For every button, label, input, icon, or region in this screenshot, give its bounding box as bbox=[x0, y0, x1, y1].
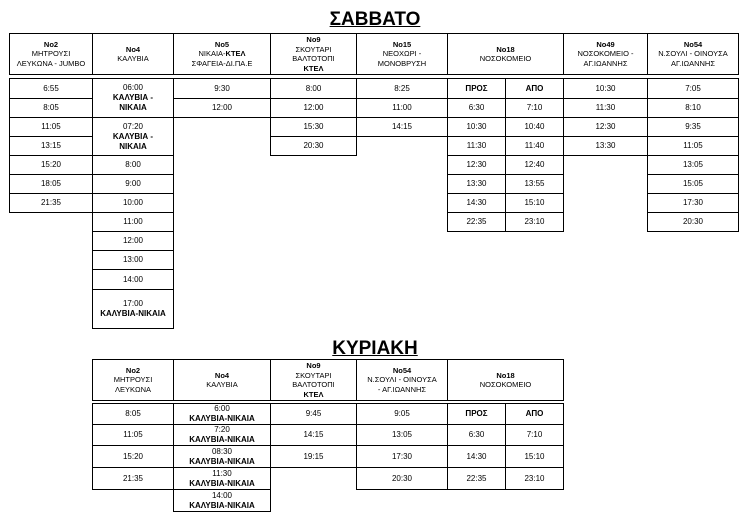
trip-time: 11:30 bbox=[212, 468, 232, 478]
route-number: Νο18 bbox=[496, 44, 515, 54]
route-stop: ΑΓ.ΙΩΑΝΝΗΣ bbox=[671, 58, 715, 68]
sun-no54-time: 9:05 bbox=[356, 403, 448, 425]
sun-no4-trip bbox=[173, 445, 271, 468]
sat-no18-pros-time: 13:30 bbox=[447, 174, 506, 194]
route-stop: ΜΟΝΟΒΡΥΣΗ bbox=[377, 58, 427, 68]
route-stop: ΣΦΑΓΕΙΑ-ΔΙ.ΠΑ.Ε bbox=[191, 58, 253, 68]
sat-no18-apo-time: 12:40 bbox=[505, 155, 564, 175]
route-stop: ΚΤΕΛ bbox=[303, 63, 324, 73]
sun-no18-apo-time: 23:10 bbox=[505, 467, 564, 490]
sun-no18-pros-time: 22:35 bbox=[447, 467, 506, 490]
sat-header-no9 bbox=[270, 33, 357, 75]
route-stop: ΣΚΟΥΤΑΡΙ bbox=[295, 370, 332, 380]
sat-no4-trip bbox=[92, 117, 174, 156]
route-number: Νο4 bbox=[125, 44, 141, 54]
sun-no18-pros-time: 14:30 bbox=[447, 445, 506, 468]
trip-destination: ΚΑΛΥΒΙΑ-ΝΙΚΑΙΑ bbox=[189, 500, 255, 510]
sat-no18-pros-label: ΠΡΟΣ bbox=[447, 78, 506, 99]
sat-no18-pros-time: 14:30 bbox=[447, 193, 506, 213]
route-stop: ΜΗΤΡΟΥΣΙ bbox=[31, 49, 71, 59]
sun-no18-apo-label: ΑΠΟ bbox=[505, 403, 564, 425]
sun-header-no2 bbox=[92, 359, 174, 401]
route-number: Νο54 bbox=[392, 365, 412, 375]
sat-no54-time: 13:05 bbox=[647, 155, 739, 175]
sat-header-no49 bbox=[563, 33, 648, 75]
sun-no4-trip bbox=[173, 403, 271, 425]
sat-no15-time: 11:00 bbox=[356, 98, 448, 118]
trip-destination: ΝΙΚΑΙΑ bbox=[119, 141, 147, 151]
sat-no2-time: 13:15 bbox=[9, 136, 93, 156]
sun-header-no18 bbox=[447, 359, 564, 401]
route-stop: ΛΕΥΚΩΝΑ bbox=[114, 384, 152, 394]
route-stop: - ΑΓ.ΙΩΑΝΝΗΣ bbox=[377, 384, 427, 394]
sun-no54-time: 20:30 bbox=[356, 467, 448, 490]
sat-no54-time: 11:05 bbox=[647, 136, 739, 156]
sun-no54-time: 17:30 bbox=[356, 445, 448, 468]
sat-header-no15 bbox=[356, 33, 448, 75]
sat-no15-time: 8:25 bbox=[356, 78, 448, 99]
sat-no9-time: 20:30 bbox=[270, 136, 357, 156]
route-stop: ΚΑΛΥΒΙΑ bbox=[206, 380, 238, 389]
route-number: Νο49 bbox=[596, 39, 615, 49]
trip-destination: ΚΑΛΥΒΙΑ-ΝΙΚΑΙΑ bbox=[189, 435, 255, 444]
sat-no2-time: 15:20 bbox=[9, 155, 93, 175]
sun-no54-time: 13:05 bbox=[356, 424, 448, 446]
route-stop: ΑΓ.ΙΩΑΝΝΗΣ bbox=[583, 58, 628, 68]
sat-no4-trip: 11:00 bbox=[92, 212, 174, 232]
route-number: Νο9 bbox=[306, 35, 321, 44]
trip-destination: ΚΑΛΥΒΙΑ-ΝΙΚΑΙΑ bbox=[100, 309, 166, 318]
sat-header-no18 bbox=[447, 33, 564, 75]
sat-no18-pros-time: 11:30 bbox=[447, 136, 506, 156]
sat-no18-apo-time: 23:10 bbox=[505, 212, 564, 232]
sat-no5-time: 12:00 bbox=[173, 98, 271, 118]
sunday-title: ΚΥΡΙΑΚΗ bbox=[332, 338, 418, 359]
sat-no18-apo-label: ΑΠΟ bbox=[505, 78, 564, 99]
sat-no2-time: 18:05 bbox=[9, 174, 93, 194]
sat-no54-time: 17:30 bbox=[647, 193, 739, 213]
sat-no18-pros-time: 10:30 bbox=[447, 117, 506, 137]
saturday-title: ΣΑΒΒΑΤΟ bbox=[329, 9, 421, 30]
sat-no54-time: 20:30 bbox=[647, 212, 739, 232]
sat-no9-time: 15:30 bbox=[270, 117, 357, 137]
route-number: Νο5 bbox=[214, 39, 230, 49]
route-stop: ΝΕΟΧΩΡΙ - bbox=[382, 49, 422, 59]
sat-no4-trip: 13:00 bbox=[92, 250, 174, 270]
route-number: Νο2 bbox=[43, 39, 59, 49]
sun-no18-pros-time: 6:30 bbox=[447, 424, 506, 446]
trip-destination: ΝΙΚΑΙΑ bbox=[119, 103, 147, 112]
sun-no18-apo-time: 15:10 bbox=[505, 445, 564, 468]
route-number: Νο15 bbox=[392, 39, 412, 49]
sat-no18-apo-time: 7:10 bbox=[505, 98, 564, 118]
sun-header-no54 bbox=[356, 359, 448, 401]
sat-no18-pros-time: 22:35 bbox=[447, 212, 506, 232]
route-number: Νο2 bbox=[125, 365, 141, 375]
route-stop: ΒΑΛΤΟΤΟΠΙ bbox=[292, 380, 335, 389]
route-number: Νο9 bbox=[306, 361, 321, 370]
trip-destination: ΚΑΛΥΒΙΑ - bbox=[112, 131, 154, 141]
sat-no5-time: 9:30 bbox=[173, 78, 271, 99]
sat-no2-time: 21:35 bbox=[9, 193, 93, 213]
route-stop: ΝΟΣΟΚΟΜΕΙΟ bbox=[479, 54, 532, 63]
trip-time: 08:30 bbox=[211, 446, 233, 456]
route-stop: ΜΗΤΡΟΥΣΙ bbox=[113, 375, 153, 385]
sat-no54-time: 15:05 bbox=[647, 174, 739, 194]
route-stop: Ν.ΣΟΥΛΙ - ΟΙΝΟΥΣΑ bbox=[658, 49, 728, 59]
sun-header-no9 bbox=[270, 359, 357, 401]
sun-no18-apo-time: 7:10 bbox=[505, 424, 564, 446]
route-stop: ΣΚΟΥΤΑΡΙ bbox=[295, 44, 332, 54]
sat-no4-trip: 12:00 bbox=[92, 231, 174, 251]
route-stop: ΚΑΛΥΒΙΑ bbox=[117, 54, 149, 63]
sat-header-no54 bbox=[647, 33, 739, 75]
sun-no4-trip bbox=[173, 424, 271, 446]
trip-destination: ΚΑΛΥΒΙΑ-ΝΙΚΑΙΑ bbox=[189, 414, 255, 423]
sun-no18-pros-label: ΠΡΟΣ bbox=[447, 403, 506, 425]
sat-no2-time: 6:55 bbox=[9, 78, 93, 99]
sat-header-no5 bbox=[173, 33, 271, 75]
sat-no49-time: 10:30 bbox=[563, 78, 648, 99]
sat-no4-trip: 8:00 bbox=[92, 155, 174, 175]
sat-no4-trip bbox=[92, 289, 174, 329]
sat-no18-pros-time: 6:30 bbox=[447, 98, 506, 118]
sun-no2-time: 21:35 bbox=[92, 467, 174, 490]
sat-no9-time: 12:00 bbox=[270, 98, 357, 118]
sat-no4-trip: 10:00 bbox=[92, 193, 174, 213]
sun-header-no4 bbox=[173, 359, 271, 401]
sat-no49-time: 11:30 bbox=[563, 98, 648, 118]
route-number: Νο54 bbox=[683, 39, 703, 49]
sun-no9-time: 14:15 bbox=[270, 424, 357, 446]
sun-no2-time: 8:05 bbox=[92, 403, 174, 425]
sat-no18-apo-time: 11:40 bbox=[505, 136, 564, 156]
route-stop: ΒΑΛΤΟΤΟΠΙ bbox=[292, 54, 335, 63]
route-stop: ΚΤΕΛ bbox=[303, 389, 324, 399]
trip-destination: ΚΑΛΥΒΙΑ-ΝΙΚΑΙΑ bbox=[189, 456, 255, 466]
trip-time: 06:00 bbox=[122, 83, 144, 92]
sat-no54-time: 9:35 bbox=[647, 117, 739, 137]
sat-no54-time: 7:05 bbox=[647, 78, 739, 99]
route-stop: Ν.ΣΟΥΛΙ - ΟΙΝΟΥΣΑ bbox=[367, 375, 437, 385]
trip-time: 17:00 bbox=[122, 299, 144, 308]
trip-time: 6:00 bbox=[214, 404, 230, 413]
sat-no15-time: 14:15 bbox=[356, 117, 448, 137]
sat-no18-apo-time: 13:55 bbox=[505, 174, 564, 194]
route-stop: ΝΟΣΟΚΟΜΕΙΟ bbox=[479, 380, 532, 389]
trip-destination: ΚΑΛΥΒΙΑ - bbox=[112, 93, 154, 102]
sat-header-no4 bbox=[92, 33, 174, 75]
route-number: Νο18 bbox=[496, 370, 515, 380]
sat-no49-time: 13:30 bbox=[563, 136, 648, 156]
sun-no4-trip bbox=[173, 467, 271, 490]
sun-no2-time: 11:05 bbox=[92, 424, 174, 446]
sat-no4-trip: 14:00 bbox=[92, 269, 174, 290]
sat-no2-time: 8:05 bbox=[9, 98, 93, 118]
trip-time: 14:00 bbox=[211, 490, 233, 500]
sat-no18-apo-time: 10:40 bbox=[505, 117, 564, 137]
sun-no2-time: 15:20 bbox=[92, 445, 174, 468]
sat-no18-pros-time: 12:30 bbox=[447, 155, 506, 175]
sat-no54-time: 8:10 bbox=[647, 98, 739, 118]
sat-no9-time: 8:00 bbox=[270, 78, 357, 99]
route-stop: ΛΕΥΚΩΝΑ - JUMBO bbox=[16, 58, 86, 68]
sat-no18-apo-time: 15:10 bbox=[505, 193, 564, 213]
trip-time: 07:20 bbox=[122, 121, 144, 131]
sat-no4-trip bbox=[92, 78, 174, 118]
sun-no9-time: 9:45 bbox=[270, 403, 357, 425]
sun-no9-time: 19:15 bbox=[270, 445, 357, 468]
route-stop: ΝΟΣΟΚΟΜΕΙΟ - bbox=[577, 49, 634, 59]
sat-header-no2 bbox=[9, 33, 93, 75]
route-number: Νο4 bbox=[214, 370, 230, 380]
sun-no4-trip bbox=[173, 489, 271, 512]
sat-no2-time: 11:05 bbox=[9, 117, 93, 137]
sat-no4-trip: 9:00 bbox=[92, 174, 174, 194]
sat-no49-time: 12:30 bbox=[563, 117, 648, 137]
trip-time: 7:20 bbox=[214, 425, 230, 434]
route-stop: ΝΙΚΑΙΑ-ΚΤΕΛ bbox=[198, 49, 246, 59]
trip-destination: ΚΑΛΥΒΙΑ-ΝΙΚΑΙΑ bbox=[189, 478, 255, 488]
